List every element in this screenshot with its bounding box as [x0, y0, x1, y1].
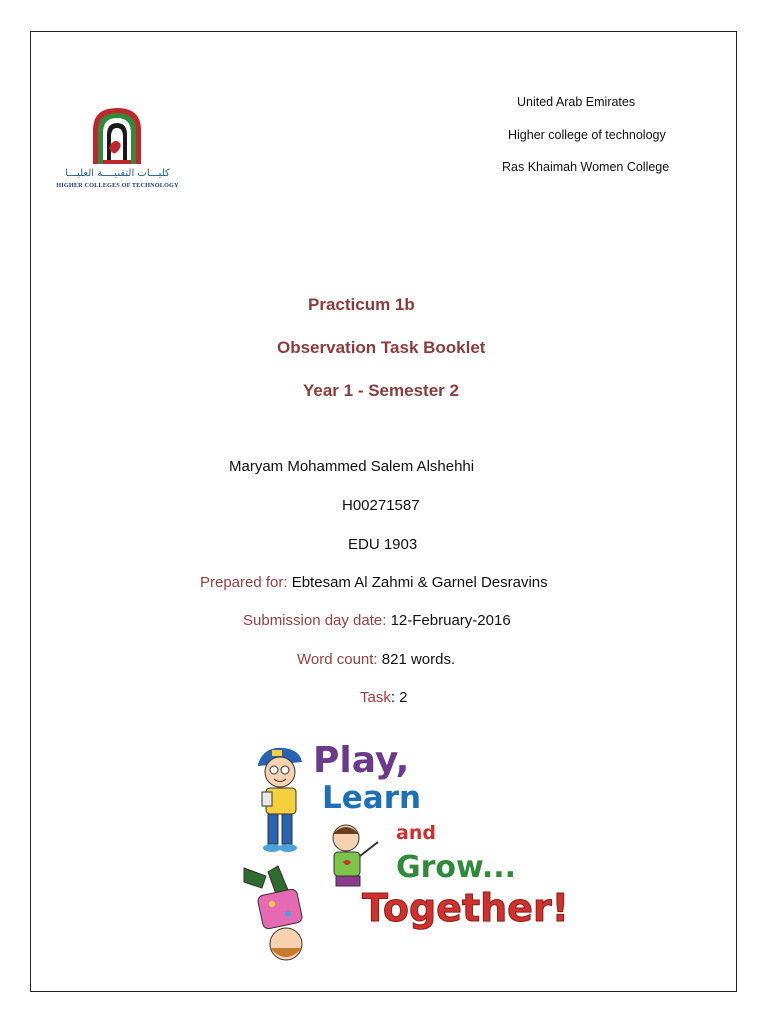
learn-text: Learn	[322, 780, 422, 816]
submission-date-label: Submission day date:	[243, 612, 387, 629]
institution-country: United Arab Emirates	[517, 95, 636, 109]
word-count-line	[297, 651, 455, 668]
word-count-value: 821 words.	[377, 651, 456, 668]
play-text: Play,	[313, 740, 410, 781]
logo-english-text: HIGHER COLLEGES OF TECHNOLOGY	[56, 182, 179, 189]
together-text: Together!	[362, 886, 570, 930]
logo-arabic-text: كليـــات التقنيــــة العليـــا	[65, 168, 170, 179]
word-count-label: Word count:	[297, 651, 378, 668]
prepared-for-label: Prepared for:	[200, 574, 288, 591]
task-label: Task	[360, 689, 391, 706]
term-title: Year 1 - Semester 2	[303, 381, 459, 400]
boy-with-cap-icon	[244, 742, 314, 862]
student-id: H00271587	[342, 497, 420, 514]
institution-campus: Ras Khaimah Women College	[502, 160, 670, 174]
student-name: Maryam Mohammed Salem Alshehhi	[229, 458, 475, 475]
institution-college: Higher college of technology	[508, 128, 666, 142]
tumbling-child-icon	[238, 858, 328, 968]
submission-date-value: 12-February-2016	[386, 612, 511, 629]
task-value: : 2	[390, 689, 408, 706]
course-title: Practicum 1b	[308, 295, 415, 314]
play-learn-grow-illustration	[238, 740, 570, 970]
hct-logo	[50, 104, 185, 194]
grow-text: Grow...	[396, 850, 517, 885]
and-text: and	[396, 822, 436, 844]
submission-date-line	[243, 612, 511, 629]
task-line	[360, 689, 408, 706]
course-code: EDU 1903	[348, 536, 418, 553]
prepared-for-value: Ebtesam Al Zahmi & Garnel Desravins	[287, 574, 548, 591]
hct-emblem-icon	[87, 104, 147, 168]
booklet-title: Observation Task Booklet	[277, 338, 486, 357]
prepared-for-line	[200, 574, 548, 591]
